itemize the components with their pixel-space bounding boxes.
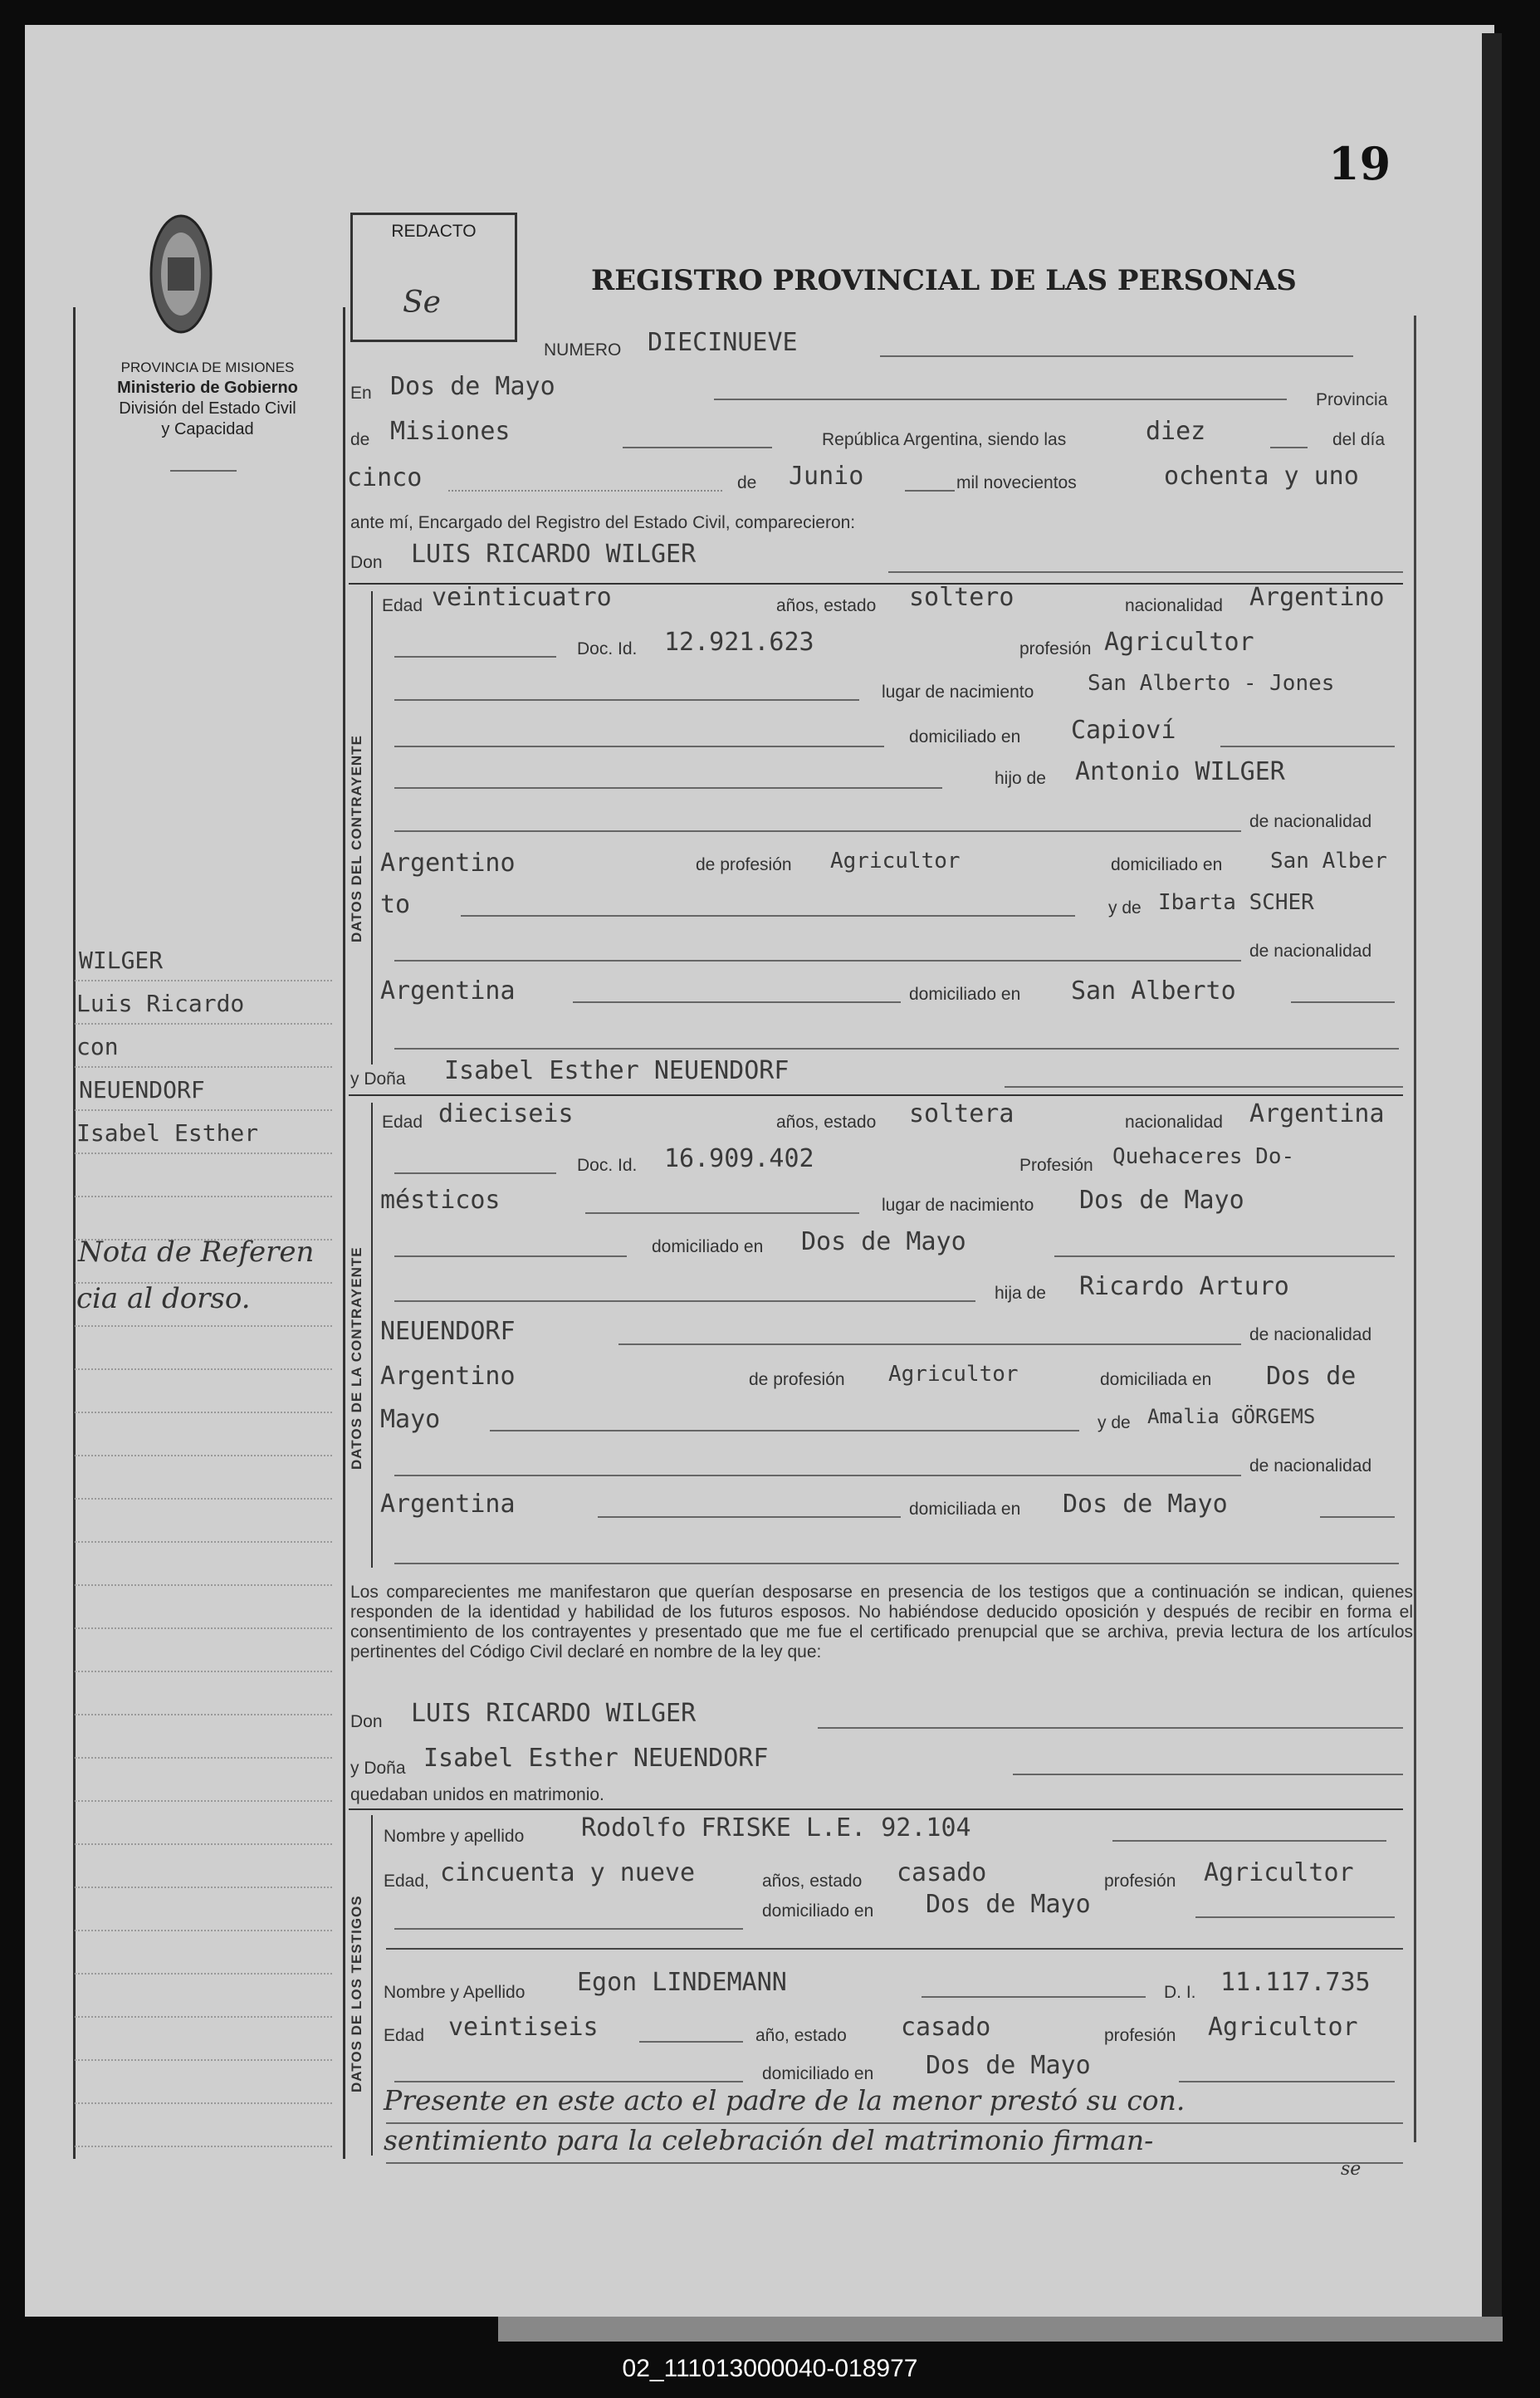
decl-don-name: LUIS RICARDO WILGER [411,1699,697,1728]
nota-final-line2: sentimiento para la celebración del matrimonio firman- [384,2124,1154,2156]
t2-estado-label: año, estado [755,2026,847,2045]
estado-value: soltero [909,583,1014,612]
t1-prof-label: profesión [1104,1872,1176,1891]
estado-label: años, estado [776,596,877,615]
estado-value-2: soltera [909,1099,1014,1128]
doc-label: Doc. Id. [577,639,638,658]
lugar-label-2: lugar de nacimiento [882,1196,1034,1215]
padre-prof-value: Agricultor [830,849,961,874]
nac-value: Argentino [1249,583,1385,612]
edad-label: Edad [382,596,423,615]
dia-value: cinco [347,463,423,492]
nac-label-2: nacionalidad [1125,1113,1223,1132]
t2-edad-label: Edad [384,2026,425,2045]
margin-nota-2: cia al dorso. [76,1282,251,1315]
issuer-divider [170,470,237,472]
nac-label: nacionalidad [1125,596,1223,615]
book-edge-bottom [498,2317,1503,2342]
page-number: 19 [1328,137,1391,190]
t2-doc-value: 11.117.735 [1220,1968,1371,1997]
dom-label: domiciliado en [909,727,1021,746]
padre-dom-value-b: to [380,890,411,919]
doc-label-2: Doc. Id. [577,1156,638,1175]
madre-nac-value: Argentina [380,976,516,1006]
de-mes-label: de [737,473,757,492]
margin-note-5: Isabel Esther [76,1119,259,1147]
t2-estado-value: casado [901,2013,991,2042]
t2-prof-value: Agricultor [1208,2013,1358,2042]
decl-dona-label: y Doña [350,1759,406,1778]
redacto-label: REDACTO [391,222,477,241]
margin-rule-right [343,307,345,2159]
t2-nombre-label: Nombre y Apellido [384,1983,526,2002]
edad-value-2: dieciseis [438,1099,574,1128]
edad-value: veinticuatro [432,583,612,612]
hora-value: diez [1146,417,1206,446]
prof-value-2a: Quehaceres Do- [1112,1144,1295,1169]
de-nac-label: de nacionalidad [1249,812,1372,831]
decl-dona-name: Isabel Esther NEUENDORF [423,1744,769,1773]
issuer-province: PROVINCIA DE MISIONES [120,360,295,375]
dom-label-2: domiciliado en [652,1237,764,1256]
contrayente-name: LUIS RICARDO WILGER [411,540,697,569]
prof-label-2: Profesión [1019,1156,1093,1175]
prof-label: profesión [1019,639,1092,658]
estado-label-2: años, estado [776,1113,877,1132]
contrayenta-section-label: DATOS DE LA CONTRAYENTE [349,1246,364,1470]
prof-value: Agricultor [1104,628,1254,657]
y-de-label-2: y de [1098,1413,1131,1432]
padre-value-2a: Ricardo Arturo [1079,1272,1289,1301]
hija-label: hija de [995,1284,1046,1303]
padre-dom-value-2b: Mayo [380,1405,441,1434]
issuer-ministry: Ministerio de Gobierno [117,379,298,397]
lugar-value-2: Dos de Mayo [1079,1186,1244,1215]
madre-dom-value: San Alberto [1071,976,1236,1006]
provincial-seal-icon [148,212,214,336]
t1-edad-value: cincuenta y nueve [440,1858,696,1887]
redacto-box [350,213,517,342]
madre-dom-label-2: domiciliada en [909,1500,1021,1519]
dom-en-label-2: domiciliada en [1100,1370,1212,1389]
registry-title: REGISTRO PROVINCIAL DE LAS PERSONAS [591,264,1297,297]
madre-value: Ibarta SCHER [1158,890,1314,915]
t1-edad-label: Edad, [384,1872,429,1891]
nac-value-2: Argentina [1249,1099,1385,1128]
testigos-bracket [371,1815,373,2156]
dom-en-label: domiciliado en [1111,855,1223,874]
doc-value-2: 16.909.402 [664,1144,814,1173]
t1-nombre-label: Nombre y apellido [384,1827,525,1846]
t2-dom-label: domiciliado en [762,2064,874,2083]
unidos-text: quedaban unidos en matrimonio. [350,1785,604,1804]
dom-value: Capioví [1071,716,1176,745]
contrayente-section-label: DATOS DEL CONTRAYENTE [349,735,364,942]
padre-nac-value: Argentino [380,849,516,878]
t1-nombre-value: Rodolfo FRISKE L.E. 92.104 [581,1813,971,1843]
testigos-section-label: DATOS DE LOS TESTIGOS [349,1895,364,2092]
de-prof-label-2: de profesión [749,1370,845,1389]
de-nac2-label: de nacionalidad [1249,942,1372,961]
padre-prof-value-2: Agricultor [888,1362,1019,1387]
margin-note-2: Luis Ricardo [76,990,245,1017]
t2-dom-value: Dos de Mayo [926,2051,1091,2080]
padre-nac-value-2: Argentino [380,1362,516,1391]
nota-final-line1: Presente en este acto el padre de la menor prestó su con. [384,2084,1186,2117]
margin-note-3: con [76,1033,119,1060]
margin-note-4: NEUENDORF [79,1076,205,1104]
padre-value-2b: NEUENDORF [380,1317,516,1346]
image-id-caption: 02_111013000040-018977 [622,2355,918,2382]
mes-value: Junio [789,462,864,491]
madre-dom-label: domiciliado en [909,985,1021,1004]
contrayenta-name: Isabel Esther NEUENDORF [444,1056,790,1085]
padre-dom-value-a: San Alber [1270,849,1387,874]
prof-value-2b: mésticos [380,1186,501,1215]
doc-value: 12.921.623 [664,628,814,657]
right-rule [1414,316,1416,2142]
decl-don-label: Don [350,1712,383,1731]
padre-dom-value-2a: Dos de [1266,1362,1357,1391]
del-dia-label: del día [1332,430,1386,449]
lugar-value: San Alberto - Jones [1088,671,1335,696]
t1-estado-value: casado [897,1858,987,1887]
t2-edad-value: veintiseis [448,2013,599,2042]
edad-label-2: Edad [382,1113,423,1132]
de-nac-label-2: de nacionalidad [1249,1325,1372,1344]
redacto-value: Se [403,286,441,320]
de-nac2-label-2: de nacionalidad [1249,1456,1372,1476]
madre-nac-value-2: Argentina [380,1490,516,1519]
y-de-label: y de [1108,898,1142,918]
de-prof-label: de profesión [696,855,792,874]
mil-label: mil novecientos [956,473,1077,492]
lugar-label: lugar de nacimiento [882,683,1034,702]
madre-value-2: Amalia GÖRGEMS [1147,1405,1316,1428]
en-value: Dos de Mayo [390,372,555,401]
anio-value: ochenta y uno [1164,462,1359,491]
issuer-division: División del Estado Civil [119,399,296,418]
t2-nombre-value: Egon LINDEMANN [577,1968,787,1997]
de-label: de [350,430,370,449]
t1-estado-label: años, estado [762,1872,863,1891]
padre-value: Antonio WILGER [1075,757,1285,786]
numero-label: NUMERO [544,340,622,360]
contrayenta-bracket [371,1103,373,1568]
dom-value-2: Dos de Mayo [801,1227,966,1256]
t1-dom-value: Dos de Mayo [926,1890,1091,1919]
margin-note-1: WILGER [79,947,164,974]
dona-label: y Doña [350,1069,406,1089]
numero-value: DIECINUEVE [648,328,798,357]
republica-label: República Argentina, siendo las [822,430,1067,449]
t1-prof-value: Agricultor [1204,1858,1354,1887]
contrayente-bracket [371,591,373,1064]
margin-rule-left [73,307,76,2159]
issuer-capacity: y Capacidad [161,420,254,438]
issuer-block [66,357,349,440]
provincia-label: Provincia [1316,390,1388,409]
ante-label: ante mí, Encargado del Registro del Estado Civil, comparecieron: [350,513,856,532]
t1-dom-label: domiciliado en [762,1901,874,1921]
t2-doc-label: D. I. [1164,1983,1196,2002]
madre-dom-value-2: Dos de Mayo [1063,1490,1228,1519]
nota-final-line3: se [1341,2159,1362,2180]
de-value: Misiones [390,417,511,446]
margin-nota-1: Nota de Referen [78,1236,315,1269]
declaration-text: Los comparecientes me manifestaron que querían desposarse en presencia de los testigos que a continuación se indican, quienes responden de la identidad y habilidad de los futuros esposos. No habiéndose deducido oposición y después de recibir en forma el consentimiento de los contrayentes y presentado que me fue el certificado prenupcial que se archiva, previa lectura de los artículos pertinentes del Código Civil declaré en nombre de la ley que: [350,1583,1413,1661]
book-edge [1482,33,1502,2317]
en-label: En [350,384,372,403]
t2-prof-label: profesión [1104,2026,1176,2045]
don-label: Don [350,553,383,572]
hijo-label: hijo de [995,769,1046,788]
